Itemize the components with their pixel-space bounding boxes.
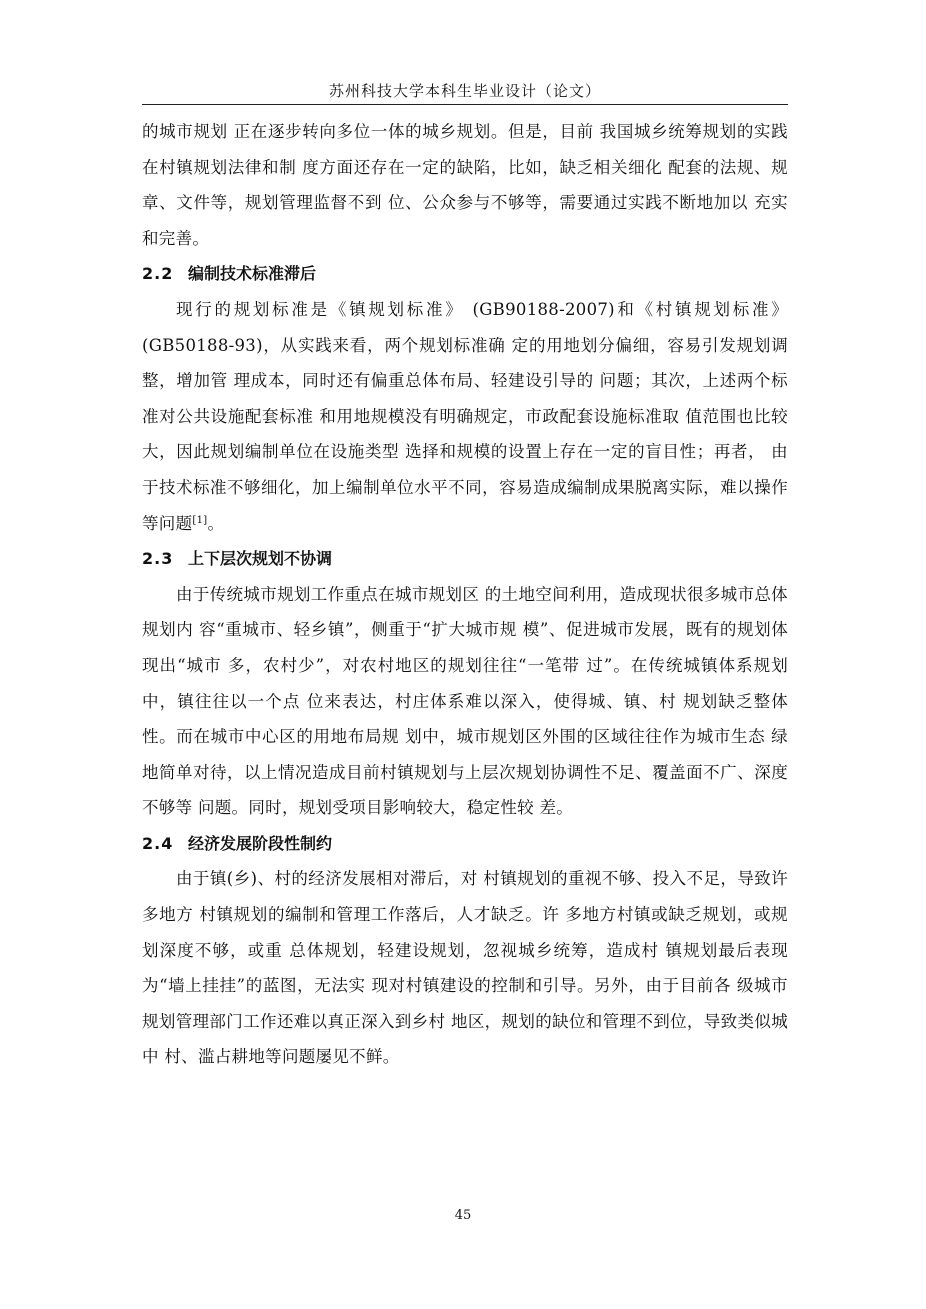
header-divider: [142, 104, 788, 105]
page-number: 45: [454, 1208, 472, 1223]
section-title: 上下层次规划不协调: [188, 549, 333, 569]
section-number: 2.4: [142, 833, 174, 853]
section-number: 2.2: [142, 264, 174, 284]
paragraph-end: 。: [207, 513, 225, 533]
section-heading-2-4: [142, 826, 788, 862]
section-heading-2-2: [142, 256, 788, 292]
section-2-3-paragraph: 由于传统城市规划工作重点在城市规划区 的土地空间利用，造成现状很多城市总体规划内 容“重城市、轻乡镇”，侧重于“扩大城市规 模”、促进城市发展，既有的规划体现出“城市 多，农村少”，对农村地区的规划往往“一笔带 过”。在传统城镇体系规划中，镇往往以一个点 位来表达，村庄体系难以深入，使得城、镇、村 规划缺乏整体性。而在城市中心区的用地布局规 划中，城市规划区外围的区域往往作为城市生态 绿地简单对待，以上情况造成目前村镇规划与上层次规划协调性不足、覆盖面不广、深度不够等 问题。同时，规划受项目影响较大，稳定性较 差。: [142, 584, 788, 818]
page-body: [142, 114, 788, 1075]
citation-ref: [1]: [192, 514, 208, 526]
section-2-4-paragraph: 由于镇(乡)、村的经济发展相对滞后，对 村镇规划的重视不够、投入不足，导致许多地方 村镇规划的编制和管理工作落后，人才缺乏。许 多地方村镇或缺乏规划，或规划深度不够，或重 总体规划，轻建设规划，忽视城乡统筹，造成村 镇规划最后表现为“墙上挂挂”的蓝图，无法实 现对村镇建设的控制和引导。另外，由于目前各 级城市规划管理部门工作还难以真正深入到乡村 地区，规划的缺位和管理不到位，导致类似城中 村、滥占耕地等问题屡见不鲜。: [142, 869, 788, 1067]
section-number: 2.3: [142, 549, 174, 569]
section-title: 编制技术标准滞后: [188, 264, 317, 284]
intro-paragraph: 的城市规划 正在逐步转向多位一体的城乡规划。但是，目前 我国城乡统筹规划的实践在村镇规划法律和制 度方面还存在一定的缺陷，比如，缺乏相关细化 配套的法规、规章、文件等，规划管理监督不到 位、公众参与不够等，需要通过实践不断地加以 充实和完善。: [142, 122, 788, 248]
section-2-2-paragraph: [142, 292, 788, 541]
section-title: 经济发展阶段性制约: [188, 833, 333, 853]
section-heading-2-3: [142, 541, 788, 577]
paragraph-text: 现行的规划标准是《镇规划标准》 (GB90188-2007)和《村镇规划标准》(GB50188-93)，从实践来看，两个规划标准确 定的用地划分偏细，容易引发规划调整，增加管 理成本，同时还有偏重总体布局、轻建设引导的 问题；其次，上述两个标准对公共设施配套标准 和用地规模没有明确规定，市政配套设施标准取 值范围也比较大，因此规划编制单位在设施类型 选择和规模的设置上存在一定的盲目性；再者， 由于技术标准不够细化，加上编制单位水平不同，容易造成编制成果脱离实际，难以操作等问题: [142, 299, 788, 533]
page-header-title: 苏州科技大学本科生毕业设计（论文）: [328, 82, 601, 100]
